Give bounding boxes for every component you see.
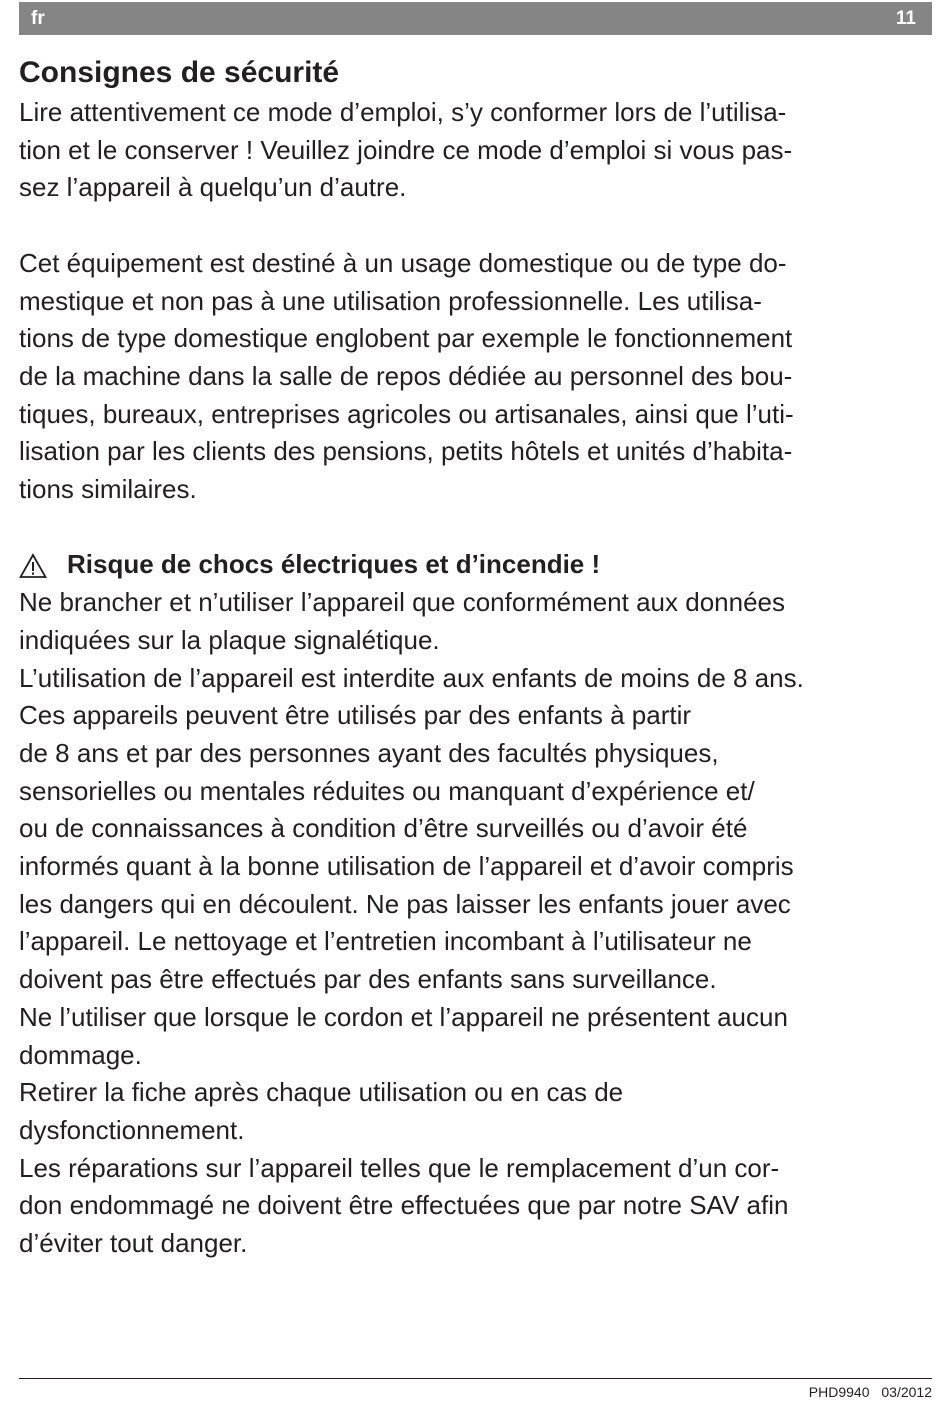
text-line: Lire attentivement ce mode d’emploi, s’y conformer lors de l’utilisa- [19, 97, 787, 127]
page-number: 11 [895, 8, 916, 29]
document-date: 03/2012 [881, 1384, 932, 1400]
text-line: de la machine dans la salle de repos dédiée au personnel des bou- [19, 360, 793, 391]
text-line: d’éviter tout danger. [19, 1228, 248, 1259]
text-line: L’utilisation de l’appareil est interdite aux enfants de moins de 8 ans. [19, 662, 804, 693]
text-line: Ne l’utiliser que lorsque le cordon et l’appareil ne présentent aucun [19, 1001, 788, 1032]
footer [809, 1384, 932, 1400]
text-line: sez l’appareil à quelqu’un d’autre. [19, 172, 407, 203]
paragraph-spacer [19, 509, 939, 547]
text-line: l’appareil. Le nettoyage et l’entretien incombant à l’utilisateur ne [19, 926, 752, 957]
warning-triangle-icon [19, 552, 47, 578]
text-line: tion et le conserver ! Veuillez joindre ce mode d’emploi si vous pas- [19, 134, 793, 165]
text-line: Ces appareils peuvent être utilisés par des enfants à partir [19, 700, 692, 731]
page-title: Consignes de sécurité [19, 56, 340, 89]
text-line: indiquées sur la plaque signalétique. [19, 624, 440, 655]
text-line: ou de connaissances à condition d’être surveillés ou d’avoir été [19, 813, 748, 844]
usage-paragraph [19, 245, 939, 509]
warning-heading-text: Risque de chocs électriques et d’incendie ! [67, 549, 601, 580]
text-line: dysfonctionnement. [19, 1114, 245, 1145]
language-label: fr [31, 8, 45, 29]
text-line: tiques, bureaux, entreprises agricoles ou artisanales, ainsi que l’uti- [19, 398, 794, 429]
text-line: Ne brancher et n’utiliser l’appareil que conformément aux données [19, 587, 785, 618]
text-line: Retirer la fiche après chaque utilisation ou en cas de [19, 1077, 624, 1108]
text-line: doivent pas être effectués par des enfants sans surveillance. [19, 964, 717, 995]
header-bar [19, 2, 932, 35]
text-line: Les réparations sur l’appareil telles que le remplacement d’un cor- [19, 1152, 780, 1183]
text-line: les dangers qui en découlent. Ne pas laisser les enfants jouer avec [19, 888, 791, 919]
model-number: PHD9940 [808, 1384, 870, 1400]
text-line: lisation par les clients des pensions, petits hôtels et unités d’habita- [19, 436, 793, 467]
text-line: don endommagé ne doivent être effectuées que par notre SAV afin [19, 1190, 789, 1221]
text-line: mestique et non pas à une utilisation professionnelle. Les utilisa- [19, 285, 762, 316]
main-content [19, 52, 939, 1263]
intro-paragraph [19, 94, 939, 207]
text-line: dommage. [19, 1039, 142, 1070]
warning-heading [19, 546, 939, 584]
paragraph-spacer [19, 207, 939, 245]
text-line: Cet équipement est destiné à un usage domestique ou de type do- [19, 247, 787, 278]
warning-paragraph [19, 584, 939, 1263]
footer-divider [19, 1378, 932, 1379]
text-line: de 8 ans et par des personnes ayant des facultés physiques, [19, 737, 719, 768]
text-line: informés quant à la bonne utilisation de l’appareil et d’avoir compris [19, 851, 794, 882]
text-line: tions de type domestique englobent par exemple le fonctionnement [19, 323, 793, 354]
text-line: sensorielles ou mentales réduites ou manquant d’expérience et/ [19, 775, 755, 806]
text-line: tions similaires. [19, 474, 197, 505]
